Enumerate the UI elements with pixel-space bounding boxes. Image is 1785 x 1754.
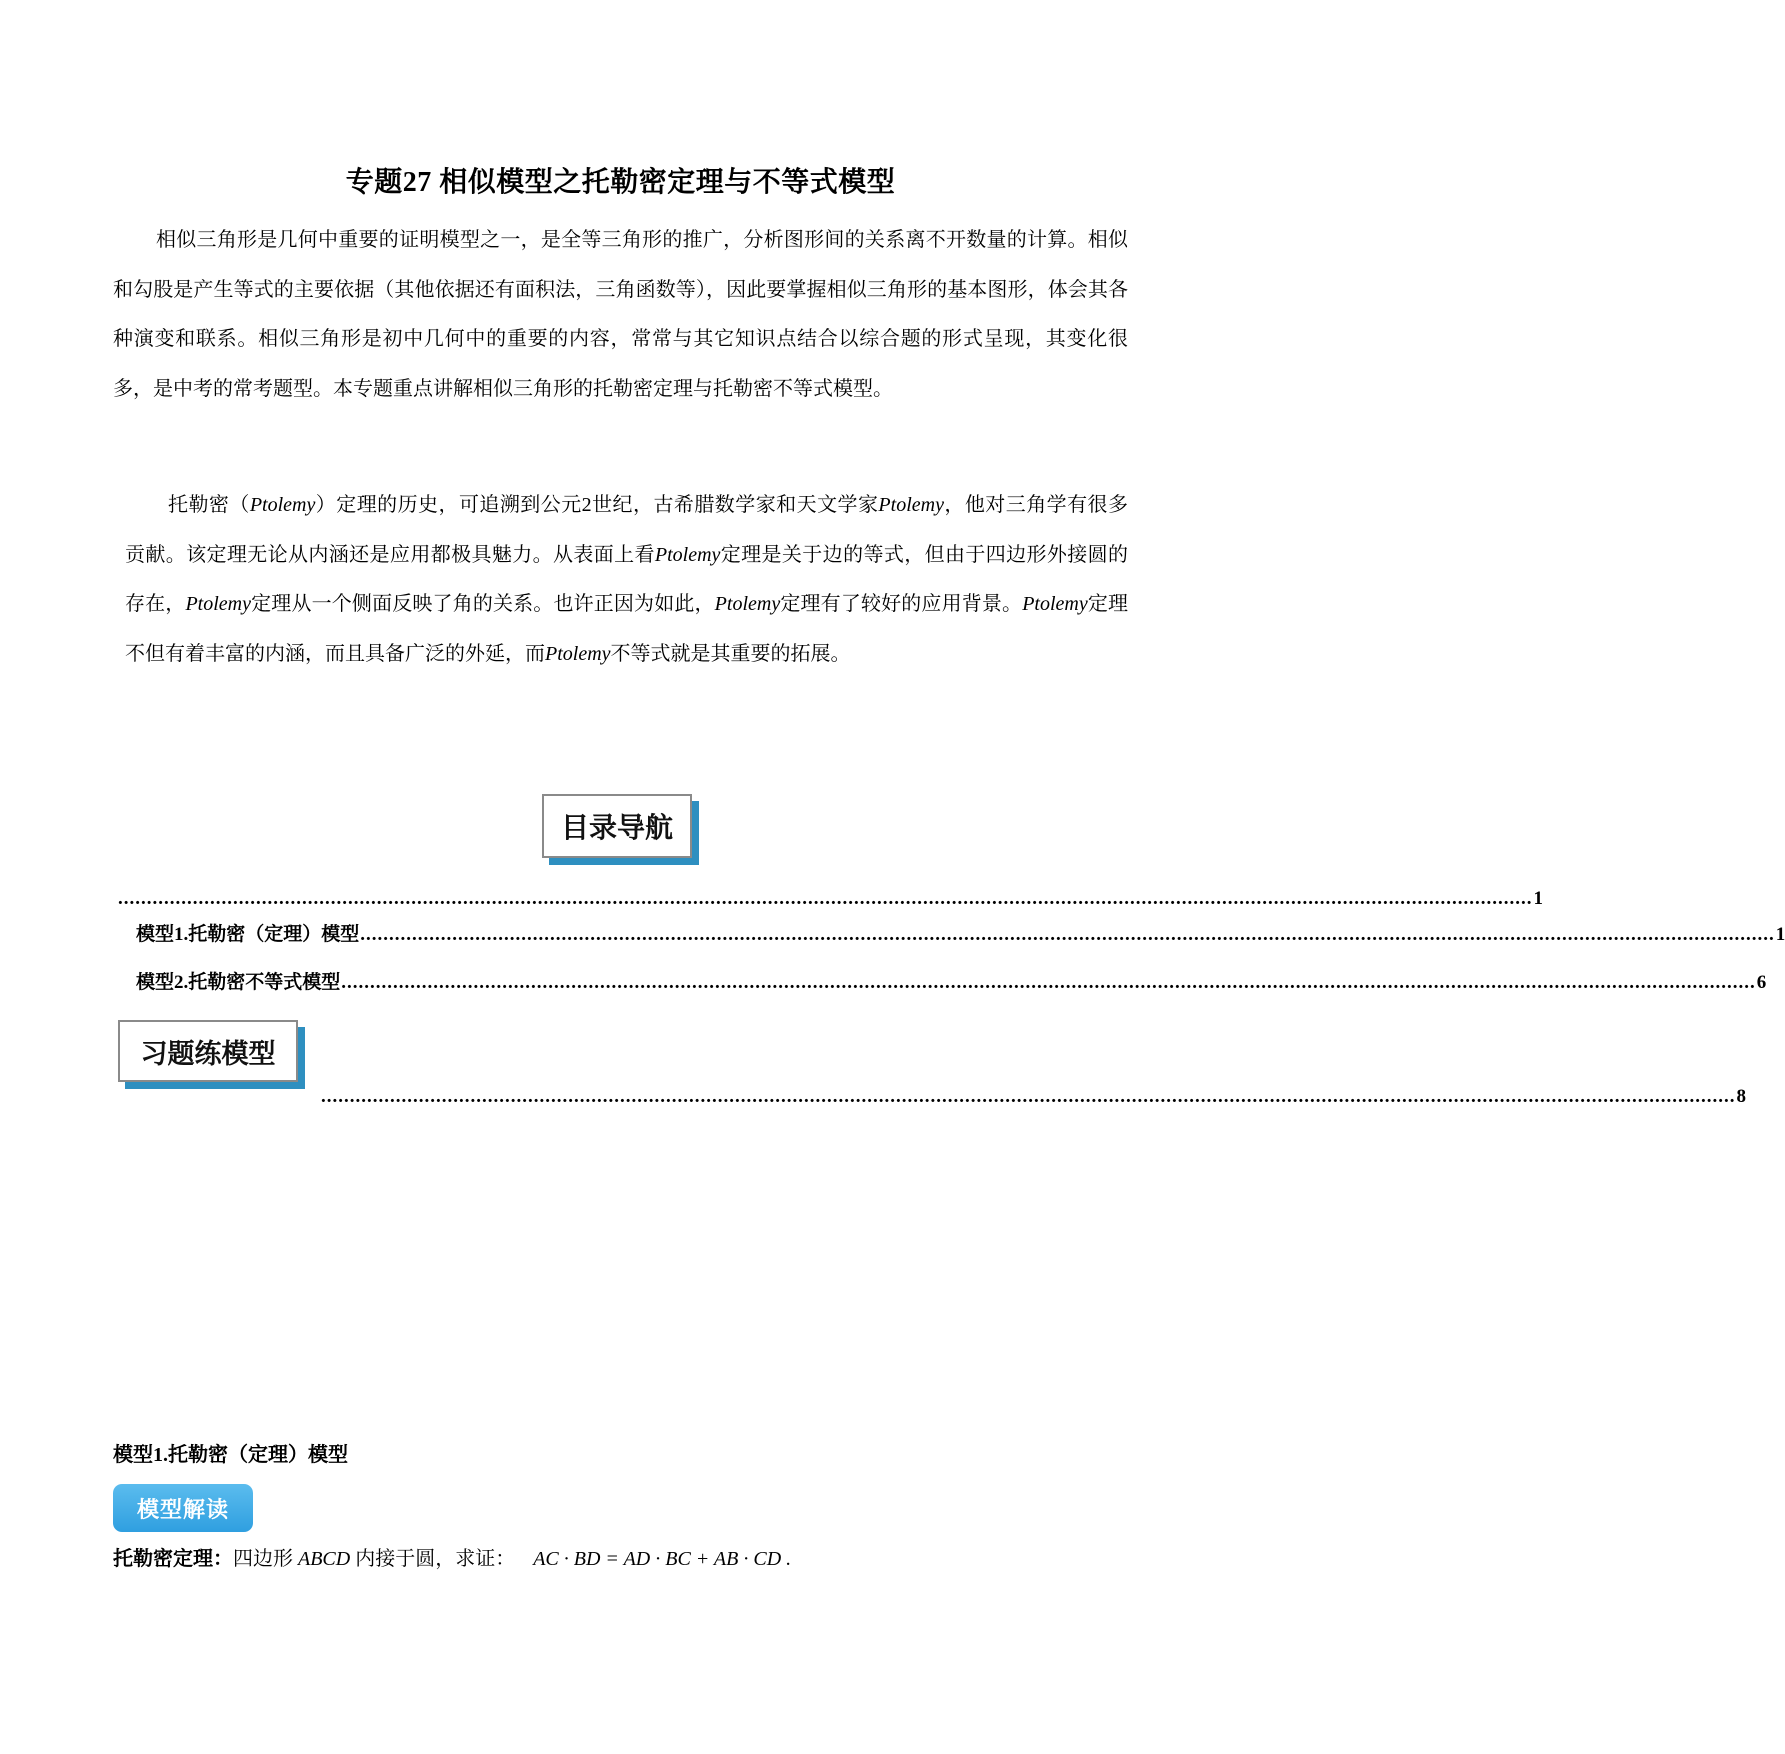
quadrilateral-name: ABCD — [298, 1548, 351, 1570]
ptolemy-term: Ptolemy — [185, 593, 251, 615]
toc-entry-nav[interactable] — [117, 884, 1543, 910]
theorem-label: 托勒密定理： — [113, 1548, 233, 1570]
toc-label: 模型2.托勒密不等式模型 — [136, 972, 341, 993]
ptolemy-equation: AC · BD = AD · BC + AB · CD . — [533, 1548, 792, 1570]
text-segment: ，他对三角学有很多贡献。该定理无论从内涵还是应用都极具魅力。从表面上看 — [125, 494, 1129, 566]
text-segment: 定理有了较好的应用背景。 — [780, 593, 1023, 615]
model-interpretation-badge: 模型解读 — [113, 1484, 253, 1532]
text-segment: 定理是关于边的等式，但由于四边形外接圆的存在， — [125, 543, 1129, 615]
toc-page-number: 8 — [1736, 1086, 1746, 1107]
theorem-text: 内接于圆，求证： — [355, 1548, 516, 1570]
toc-entry-exercises[interactable] — [320, 1082, 1746, 1108]
text-segment: 不等式就是其重要的拓展。 — [610, 642, 851, 665]
ptolemy-term: Ptolemy — [1022, 593, 1088, 615]
page-title: 专题27 相似模型之托勒密定理与不等式模型 — [345, 167, 896, 198]
theorem-statement — [113, 1542, 791, 1571]
ptolemy-term: Ptolemy — [249, 494, 316, 516]
section-heading-model-1: 模型1.托勒密（定理）模型 — [113, 1444, 348, 1466]
toc-leader-dots: ...................................................................................................................................................................................................................................................... — [321, 1086, 1736, 1107]
toc-leader-dots: ...................................................................................................................................................................................................................................................... — [360, 924, 1775, 945]
ptolemy-term: Ptolemy — [654, 543, 721, 566]
intro-paragraph-2 — [125, 481, 1128, 679]
text-segment: 定理从一个侧面反映了角的关系。也许正因为如此， — [251, 593, 715, 615]
toc-heading-box: 目录导航 — [542, 794, 692, 858]
toc-label: 模型1.托勒密（定理）模型 — [136, 924, 360, 945]
ptolemy-term: Ptolemy — [714, 593, 781, 615]
ptolemy-term: Ptolemy — [545, 642, 611, 665]
toc-leader-dots: ...................................................................................................................................................................................................................................................... — [341, 972, 1756, 993]
ptolemy-term: Ptolemy — [878, 494, 944, 516]
toc-page-number: 1 — [1775, 924, 1785, 945]
intro-paragraph-1: 相似三角形是几何中重要的证明模型之一，是全等三角形的推广，分析图形间的关系离不开数量的计算。相似和勾股是产生等式的主要依据（其他依据还有面积法，三角函数等），因此要掌握相似三角形的基本图形，体会其各种演变和联系。相似三角形是初中几何中的重要的内容，常常与其它知识点结合以综合题的形式呈现，其变化很多，是中考的常考题型。本专题重点讲解相似三角形的托勒密定理与托勒密不等式模型。 — [113, 229, 1128, 400]
toc-entry-model-1[interactable] — [136, 920, 1785, 946]
text-segment: 定理不但有着丰富的内涵，而且具备广泛的外延，而 — [125, 593, 1129, 665]
toc-page-number: 1 — [1533, 888, 1543, 909]
exercise-heading-box: 习题练模型 — [118, 1020, 298, 1082]
toc-entry-model-2[interactable] — [136, 968, 1767, 994]
text-segment: ）定理的历史，可追溯到公元2世纪，古希腊数学家和天文学家 — [315, 494, 879, 516]
text-segment: 托勒密（ — [168, 494, 250, 516]
toc-page-number: 6 — [1756, 972, 1767, 993]
theorem-text: 四边形 — [233, 1548, 293, 1570]
toc-leader-dots: ...................................................................................................................................................................................................................................................... — [118, 888, 1533, 909]
